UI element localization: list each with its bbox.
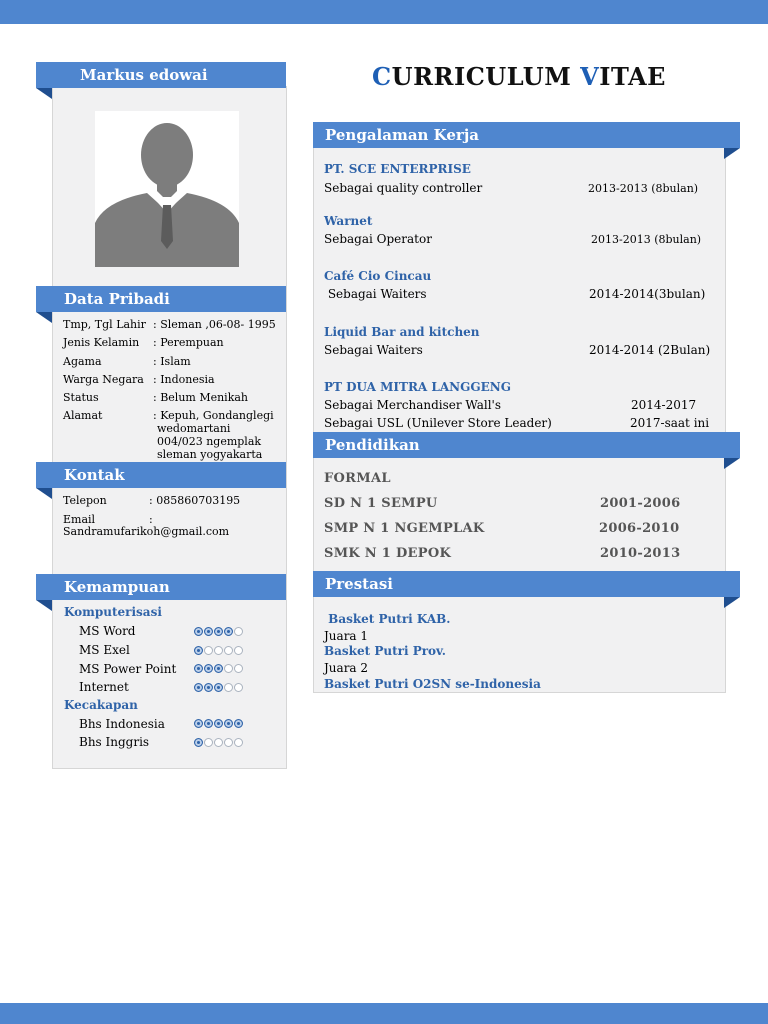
telepon-value: : 085860703195 xyxy=(149,494,241,507)
rating-dot-filled xyxy=(224,719,233,728)
name-band xyxy=(36,62,286,88)
language-name: Bhs Indonesia xyxy=(79,717,165,731)
rating-dot-empty xyxy=(234,738,243,747)
job-role: Sebagai Operator xyxy=(324,232,432,246)
info-label: Status xyxy=(63,391,99,404)
prestasi-title: Basket Putri O2SN se-Indonesia xyxy=(324,677,541,691)
rating-dot-empty xyxy=(204,738,213,747)
rating-dot-filled xyxy=(234,719,243,728)
title-initial-v: V xyxy=(580,62,600,91)
person-name: Markus edowai xyxy=(80,66,208,84)
info-value: : Islam xyxy=(153,355,191,368)
school-name: SMK N 1 DEPOK xyxy=(324,546,452,561)
info-label: Tmp, Tgl Lahir xyxy=(63,318,146,331)
skill-rating xyxy=(194,664,243,673)
kecakapan-heading: Kecakapan xyxy=(64,698,138,712)
fold-decoration xyxy=(36,488,52,499)
info-label: Alamat xyxy=(63,409,103,422)
komputerisasi-heading: Komputerisasi xyxy=(64,605,162,619)
language-rating xyxy=(194,719,243,728)
pendidikan-heading: Pendidikan xyxy=(325,436,420,454)
top-bar xyxy=(0,0,768,24)
email-label: Email xyxy=(63,513,96,526)
rating-dot-filled xyxy=(214,719,223,728)
rating-dot-filled xyxy=(214,664,223,673)
pengalaman-band xyxy=(313,122,740,148)
info-value: : Belum Menikah xyxy=(153,391,249,404)
rating-dot-empty xyxy=(204,646,213,655)
profile-photo xyxy=(95,111,239,267)
kontak-band xyxy=(36,462,286,488)
info-row xyxy=(63,318,146,331)
info-label: Warga Negara xyxy=(63,373,144,386)
skill-name: MS Exel xyxy=(79,643,130,657)
skill-rating xyxy=(194,683,243,692)
data-pribadi-band xyxy=(36,286,286,312)
job-role: Sebagai quality controller xyxy=(324,181,483,195)
job-company: PT. SCE ENTERPRISE xyxy=(324,162,471,176)
page-title xyxy=(313,62,725,91)
info-value: : Sleman ,06-08- 1995 xyxy=(153,318,276,331)
bottom-bar xyxy=(0,1003,768,1024)
rating-dot-filled xyxy=(194,719,203,728)
info-row xyxy=(63,409,102,422)
job-role: Sebagai Waiters xyxy=(324,287,427,301)
fold-decoration xyxy=(724,597,740,608)
rating-dot-filled xyxy=(194,627,203,636)
title-part: ITAE xyxy=(599,62,666,91)
job-period: 2017-saat ini xyxy=(630,416,710,430)
job-role: Sebagai USL (Unilever Store Leader) xyxy=(324,416,552,430)
rating-dot-filled xyxy=(194,646,203,655)
school-name: SD N 1 SEMPU xyxy=(324,496,438,511)
job-role: Sebagai Merchandiser Wall's xyxy=(324,398,502,412)
job-period: 2013-2013 (8bulan) xyxy=(588,182,699,195)
kemampuan-heading: Kemampuan xyxy=(64,578,170,596)
rating-dot-empty xyxy=(224,664,233,673)
language-name: Bhs Inggris xyxy=(79,735,150,749)
prestasi-result: Juara 2 xyxy=(324,661,369,675)
title-part: URRICULUM xyxy=(391,62,581,91)
telepon-label: Telepon xyxy=(63,494,107,507)
rating-dot-filled xyxy=(204,627,213,636)
info-row xyxy=(63,391,99,404)
info-value: : Perempuan xyxy=(153,336,224,349)
prestasi-band xyxy=(313,571,740,597)
prestasi-title: Basket Putri Prov. xyxy=(324,644,446,658)
skill-rating xyxy=(194,646,243,655)
formal-label: FORMAL xyxy=(324,471,391,486)
rating-dot-filled xyxy=(204,719,213,728)
info-row xyxy=(63,373,144,386)
job-role: Sebagai Waiters xyxy=(324,343,423,357)
rating-dot-empty xyxy=(234,627,243,636)
skill-name: MS Word xyxy=(79,624,136,638)
fold-decoration xyxy=(36,600,52,611)
fold-decoration xyxy=(724,148,740,159)
info-label: Agama xyxy=(63,355,102,368)
info-row xyxy=(63,355,102,368)
fold-decoration xyxy=(36,88,52,99)
fold-decoration xyxy=(36,312,52,323)
fold-decoration xyxy=(724,458,740,469)
rating-dot-empty xyxy=(214,646,223,655)
school-years: 2006-2010 xyxy=(599,521,680,536)
person-silhouette-icon xyxy=(95,111,239,267)
info-value: : Kepuh, Gondanglegi xyxy=(153,409,274,422)
pendidikan-band xyxy=(313,432,740,458)
address-line: wedomartani xyxy=(157,422,231,435)
rating-dot-empty xyxy=(234,646,243,655)
rating-dot-empty xyxy=(234,664,243,673)
rating-dot-filled xyxy=(224,627,233,636)
info-label: Jenis Kelamin xyxy=(63,336,140,349)
title-initial-c: C xyxy=(372,62,392,91)
prestasi-heading: Prestasi xyxy=(325,575,393,593)
address-line: sleman yogyakarta xyxy=(157,448,263,461)
rating-dot-filled xyxy=(194,664,203,673)
rating-dot-empty xyxy=(214,738,223,747)
skill-name: MS Power Point xyxy=(79,662,177,676)
job-period: 2013-2013 (8bulan) xyxy=(591,233,702,246)
job-company: Warnet xyxy=(324,214,373,228)
data-pribadi-heading: Data Pribadi xyxy=(64,290,170,308)
pengalaman-heading: Pengalaman Kerja xyxy=(325,126,479,144)
skill-rating xyxy=(194,627,243,636)
rating-dot-empty xyxy=(234,683,243,692)
school-years: 2010-2013 xyxy=(600,546,681,561)
language-rating xyxy=(194,738,243,747)
rating-dot-empty xyxy=(224,683,233,692)
rating-dot-filled xyxy=(194,683,203,692)
rating-dot-empty xyxy=(224,646,233,655)
rating-dot-empty xyxy=(224,738,233,747)
job-period: 2014-2014(3bulan) xyxy=(589,287,706,301)
email-colon: : xyxy=(149,513,153,526)
job-period: 2014-2014 (2Bulan) xyxy=(589,343,711,357)
info-row xyxy=(63,336,139,349)
job-period: 2014-2017 xyxy=(631,398,697,412)
school-years: 2001-2006 xyxy=(600,496,681,511)
kemampuan-band xyxy=(36,574,286,600)
job-company: PT DUA MITRA LANGGENG xyxy=(324,380,511,394)
rating-dot-filled xyxy=(204,683,213,692)
skill-name: Internet xyxy=(79,680,129,694)
prestasi-title: Basket Putri KAB. xyxy=(324,612,451,626)
job-company: Liquid Bar and kitchen xyxy=(324,325,480,339)
rating-dot-filled xyxy=(214,627,223,636)
kontak-heading: Kontak xyxy=(64,466,125,484)
school-name: SMP N 1 NGEMPLAK xyxy=(324,521,485,536)
rating-dot-filled xyxy=(194,738,203,747)
rating-dot-filled xyxy=(204,664,213,673)
address-line: 004/023 ngemplak xyxy=(157,435,262,448)
job-company: Café Cio Cincau xyxy=(324,269,432,283)
rating-dot-filled xyxy=(214,683,223,692)
info-value: : Indonesia xyxy=(153,373,215,386)
email-value[interactable]: Sandramufarikoh@gmail.com xyxy=(63,525,230,538)
prestasi-result: Juara 1 xyxy=(324,629,369,643)
